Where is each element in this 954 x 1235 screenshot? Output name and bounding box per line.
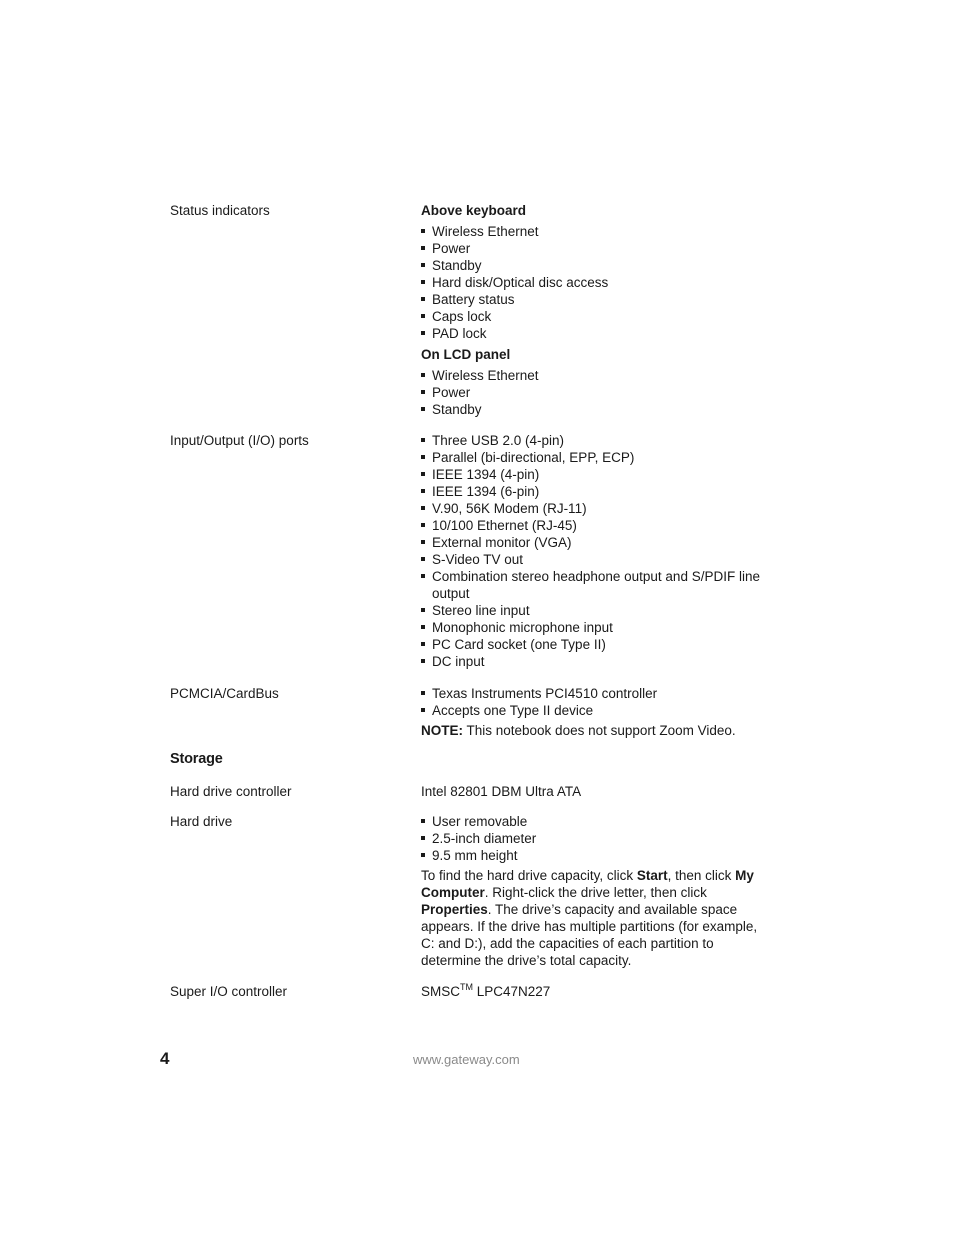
square-bullet-icon <box>421 659 425 663</box>
square-bullet-icon <box>421 407 425 411</box>
list-item-text: 2.5-inch diameter <box>432 831 537 846</box>
square-bullet-icon <box>421 625 425 629</box>
square-bullet-icon <box>421 608 425 612</box>
square-bullet-icon <box>421 540 425 544</box>
note-body: This notebook does not support Zoom Video. <box>463 723 736 738</box>
spec-value <box>421 202 771 418</box>
list-item-text: Power <box>432 241 471 256</box>
list-item-text: Monophonic microphone input <box>432 620 613 635</box>
square-bullet-icon <box>421 331 425 335</box>
spec-value <box>421 983 771 1000</box>
square-bullet-icon <box>421 506 425 510</box>
list-item-text: DC input <box>432 654 485 669</box>
square-bullet-icon <box>421 819 425 823</box>
list-item-text: Combination stereo headphone output and S/PDIF line output <box>432 569 760 601</box>
model-number: LPC47N227 <box>473 984 551 999</box>
list-item-text: 9.5 mm height <box>432 848 518 863</box>
section-heading-storage: Storage <box>170 751 223 767</box>
list-item-text: Texas Instruments PCI4510 controller <box>432 686 658 701</box>
spec-label: Hard drive <box>170 814 233 829</box>
spec-label: Super I/O controller <box>170 984 288 999</box>
square-bullet-icon <box>421 314 425 318</box>
square-bullet-icon <box>421 574 425 578</box>
page-number: 4 <box>160 1049 170 1068</box>
spec-value <box>421 813 771 969</box>
list-item <box>421 551 771 568</box>
list-item-text: User removable <box>432 814 528 829</box>
square-bullet-icon <box>421 557 425 561</box>
hard-drive-capacity-instructions <box>421 867 771 969</box>
list-item <box>421 432 771 449</box>
list-item <box>421 500 771 517</box>
list-item <box>421 223 771 240</box>
spec-label: PCMCIA/CardBus <box>170 686 279 701</box>
spec-label: Input/Output (I/O) ports <box>170 433 309 448</box>
instruction-my-computer-term: My Computer <box>421 868 754 900</box>
list-item-text: IEEE 1394 (6-pin) <box>432 484 540 499</box>
list-item <box>421 367 771 384</box>
subheading-lcd-panel: On LCD panel <box>421 347 511 362</box>
square-bullet-icon <box>421 438 425 442</box>
list-item <box>421 653 771 670</box>
list-item <box>421 568 771 602</box>
instruction-properties-term: Properties <box>421 902 488 917</box>
list-item <box>421 847 771 864</box>
list-item-text: IEEE 1394 (4-pin) <box>432 467 540 482</box>
instruction-text: , then click <box>667 868 736 883</box>
list-item <box>421 257 771 274</box>
square-bullet-icon <box>421 708 425 712</box>
bullet-list-hard-drive <box>421 813 771 864</box>
bullet-list-io-ports <box>421 432 771 670</box>
list-item-text: PAD lock <box>432 326 487 341</box>
list-item-text: Wireless Ethernet <box>432 368 539 383</box>
list-item <box>421 240 771 257</box>
list-item-text: Battery status <box>432 292 515 307</box>
footer-url: www.gateway.com <box>413 1052 520 1067</box>
list-item <box>421 466 771 483</box>
square-bullet-icon <box>421 489 425 493</box>
instruction-text: To find the hard drive capacity, click <box>421 868 637 883</box>
spec-label: Hard drive controller <box>170 784 292 799</box>
bullet-list-above-keyboard <box>421 223 771 342</box>
list-item-text: Hard disk/Optical disc access <box>432 275 609 290</box>
list-item-text: Parallel (bi-directional, EPP, ECP) <box>432 450 635 465</box>
square-bullet-icon <box>421 836 425 840</box>
list-item-text: 10/100 Ethernet (RJ-45) <box>432 518 577 533</box>
square-bullet-icon <box>421 297 425 301</box>
list-item-text: PC Card socket (one Type II) <box>432 637 606 652</box>
square-bullet-icon <box>421 853 425 857</box>
list-item-text: V.90, 56K Modem (RJ-11) <box>432 501 587 516</box>
square-bullet-icon <box>421 373 425 377</box>
spec-value: Intel 82801 DBM Ultra ATA <box>421 784 582 799</box>
square-bullet-icon <box>421 523 425 527</box>
list-item <box>421 702 771 719</box>
trademark-symbol: TM <box>460 982 474 992</box>
spec-value <box>421 432 771 670</box>
square-bullet-icon <box>421 642 425 646</box>
list-item <box>421 602 771 619</box>
square-bullet-icon <box>421 280 425 284</box>
list-item-text: Caps lock <box>432 309 492 324</box>
list-item <box>421 291 771 308</box>
square-bullet-icon <box>421 246 425 250</box>
square-bullet-icon <box>421 263 425 267</box>
list-item-text: External monitor (VGA) <box>432 535 572 550</box>
list-item-text: Standby <box>432 258 482 273</box>
list-item-text: Standby <box>432 402 482 417</box>
list-item <box>421 483 771 500</box>
bullet-list-pcmcia <box>421 685 771 719</box>
list-item <box>421 449 771 466</box>
square-bullet-icon <box>421 229 425 233</box>
list-item <box>421 534 771 551</box>
list-item <box>421 325 771 342</box>
instruction-text: . The drive’s capacity and available space appears. If the drive has multiple partitions (for example, C: and D:), add the capacities of each partition to determine the drive’s total capacity. <box>421 902 758 968</box>
list-item <box>421 685 771 702</box>
square-bullet-icon <box>421 691 425 695</box>
square-bullet-icon <box>421 390 425 394</box>
list-item-text: Wireless Ethernet <box>432 224 539 239</box>
list-item-text: S-Video TV out <box>432 552 524 567</box>
list-item <box>421 274 771 291</box>
note-text <box>421 722 771 739</box>
list-item <box>421 401 771 418</box>
list-item <box>421 619 771 636</box>
list-item <box>421 308 771 325</box>
list-item <box>421 384 771 401</box>
list-item <box>421 813 771 830</box>
instruction-start-term: Start <box>636 868 668 883</box>
list-item-text: Accepts one Type II device <box>432 703 594 718</box>
list-item-text: Stereo line input <box>432 603 530 618</box>
list-item-text: Three USB 2.0 (4-pin) <box>432 433 565 448</box>
subheading-above-keyboard: Above keyboard <box>421 203 527 218</box>
list-item <box>421 636 771 653</box>
spec-label: Status indicators <box>170 203 270 218</box>
bullet-list-lcd-panel <box>421 367 771 418</box>
list-item <box>421 517 771 534</box>
list-item <box>421 830 771 847</box>
note-label: NOTE: <box>421 723 463 738</box>
spec-value <box>421 685 771 739</box>
instruction-text: . Right-click the drive letter, then click <box>484 885 707 900</box>
square-bullet-icon <box>421 455 425 459</box>
square-bullet-icon <box>421 472 425 476</box>
brand-name: SMSC <box>421 984 461 999</box>
list-item-text: Power <box>432 385 471 400</box>
